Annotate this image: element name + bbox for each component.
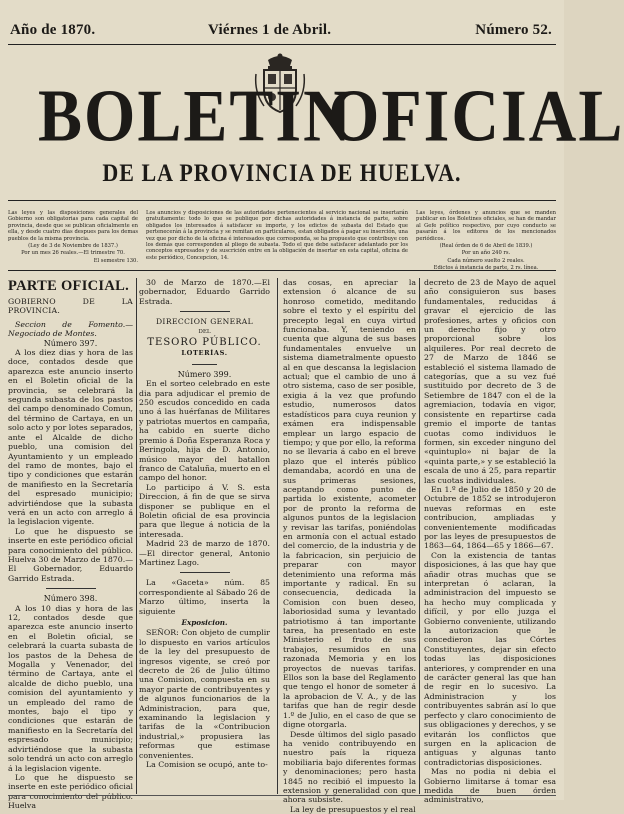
paragraph: La Comision se ocupó, ante to- [146, 760, 268, 770]
notice-left-law: (Ley de 3 de Noviembre de 1837.) [28, 243, 118, 250]
paragraph: decreto de 23 de Mayo de aquel año consiguieron sus bases fundamentales, reducidas á gravar el ejercicio de las profesiones, artes y oficios con un derecho fijo y otro proporcional sobre los alquileres. Por real decreto de 27 de Marzo de 1846 se estableció el sistema llamado de categorías, que a su vez fué sustituido por decreto de 3 de Setiembre de 1847 con el de la agremiacion, todavía en vigor, consistente en repartirse cada gremio el importe de tantas cuotas como individuos le formen, sin exceder ninguno del «quintuplo» ni bajar de la «quinta parte,» y se estableció la escala de uno á 25, para repartir las cuotas individuales. [424, 278, 556, 485]
column-4 [424, 278, 556, 805]
issue-date: Viérnes 1 de Abril. [208, 22, 332, 38]
notice-center-text: Los anuncios y disposiciones de las autoridades pertenecientes al servicio nacional se insertarán gratuitamente: todo lo que se publique por dichas autoridades á instancia de parte, sobre obligados los interesados á satisfacer su importe, y los edictos de subasta del Estado que pertenecerán á la provincia y se remitan en particulares, estan obligados á pagar su inserción, una vez que por dicho de la oficina é interesados que corresponda, se ha propuesto que contribuye con los demás que corresponden al pliego de subasta. Todo el que debe satisfacer adelantado por los conceptos expresados y de suscrición entre en la obligación de insertar en esta capital, oficina de este periódico, Concepcion, 14. [146, 210, 408, 261]
separator-rule [180, 572, 230, 573]
separator-rule [180, 311, 230, 312]
article-columns [8, 278, 556, 814]
notice-number: Número 397. [43, 338, 98, 348]
paragraph: das cosas, en apreciar la extension ó alcance de su honroso cometido, meditando sobre el texto y el espíritu del precepto legal en cuya virtud funcionaba. Y, teniendo en cuenta que alguna de sus bases fundamentales envuelve un sistema diametralmente opuesto al en que descansa la legislacion actual; que el cambio de uno á otro sistema, caso de ser posible, exigia á la vez que profundo estudio, numerosos datos estadísticos para cuya reunion y exámen era indispensable emplear un largo espacio de tiempo; y que por ello, la reforma no se llevaria á cabo en el breve plazo que el interés público demandaba, acordó en una de sus primeras sesiones, aceptando como punto de partida lo existente, acometer por de pronto la reforma de algunos puntos de la legislacion y revisar las tarifas, poniéndolas en armonía con el actual estado del comercio, de la industria y de la fabricacion, sin perjuicio de preparar con mayor detenimiento una reforma más importante y radical. En su consecuencia, dedicada la Comision con buen deseo, laboriosidad suma y levantado patriotismo á tan importante tarea, ha presentado en este Ministerio el fruto de sus trabajos, resumidos en una razonada Memoria y en los proyectos de nuevas tarifas. Ellos son la base del Reglamento que tengo el honor de someter á la aprobacion de V. A., y de las tarifas que han de regir desde 1.º de Julio, en el caso de que se digne otorgarla. [283, 278, 416, 730]
title-boletin: BOLETIN [38, 75, 353, 158]
section-department: Seccion de Fomento.—Negociado de Montes. [8, 319, 133, 339]
page-bottom-rule [8, 795, 556, 796]
notice-left-price-2: El semestre 130. [93, 257, 138, 264]
notice-number: Número 398. [43, 594, 98, 604]
masthead-subtitle: DE LA PROVINCIA DE HUELVA. [102, 158, 462, 187]
paragraph: Lo participo á V. S. esta Direccion, á fin de que se sirva disponer se publique en el Boletin oficial de esa provincia para que llegue á noticia de la interesada. [139, 482, 270, 539]
notice-right-price-2: Cada número suelto 2 reales. [447, 257, 525, 264]
issue-number: Número 52. [475, 22, 552, 38]
paragraph: SEÑOR: Con objeto de cumplir lo dispuesto en varios artículos de la ley del presupuesto de ingresos vigente, se creó por decreto de 26 de Julio último una Comision, compuesta en su mayor parte de contribuyentes y de algunos funcionarios de la Administracion, para que, examinando la legislacion y tarifas de la «Contribucion industrial,» propusiera las reformas que estimase convenientes. [139, 628, 270, 760]
notice-left-text: Las leyes y las disposiciones generales del Gobierno son obligatorias para cada capital de provincia, desde que se publican oficialmente en ella, y desde cuatro dias despues para los demas pueblos de la misma provincia. [8, 210, 138, 242]
notice-number: Número 399. [177, 369, 232, 379]
paragraph: Lo que he dispuesto se inserte en este periódico oficial para conocimiento del público. Huelva [8, 772, 133, 811]
paragraph: En el sorteo celebrado en este dia para adjudicar el premio de 250 escudos concedido en cada uno á las huérfanas de Militares y patriotas muertos en campaña, ha cabido en suerte dicho premio á Doña Esperanza Roca y Beringola, hija de D. Antonio, músico mayor del batallon franco de Cataluña, muerto en el campo del honor. [139, 379, 271, 483]
paragraph: La «Gaceta» núm. 85 correspondiente al Sábado 26 de Marzo último, inserta la siguiente [139, 578, 270, 616]
notice-right-price-3: Edictos á instancia de parte, 2 rs. línea. [433, 265, 539, 272]
notice-left [8, 210, 138, 264]
section-heading: PARTE OFICIAL. [8, 278, 130, 294]
paragraph: La ley de presupuestos y el real [290, 804, 416, 814]
notice-right-text: Las leyes, órdenes y anuncios que se manden publicar en los Boletines oficiales, se han de mandar al Gefe político respectivo, por cuyo conducto se pasarán á los editores de los mencionados periódicos. [416, 210, 556, 242]
column-1 [8, 278, 133, 811]
notices-band [8, 210, 556, 272]
issue-year: Año de 1870. [10, 22, 96, 38]
notice-right-law: (Real órden de 6 de Abril de 1839.) [439, 243, 533, 250]
masthead-rule [8, 200, 556, 201]
column-3 [283, 278, 416, 814]
paragraph: A los 10 dias y hora de las 12, contados desde que aparezca este anuncio inserto en el Boletin oficial, se celebrará la cuarta subasta de los pastos de la Dehesa de Mogalla y Venenador, del término de Cartaya, ante el alcalde de dicho pueblo, una comision del ayuntamiento y un empleado del ramo de montes, bajo el tipo y condiciones que estarán de manifiesto en la Secretaría del espresado municipio; advirtiéndose que la subasta solo tendrá un acto con arreglo á la legislacion vigente. [8, 603, 133, 773]
paragraph: Madrid 23 de marzo de 1870.—El director general, Antonio Martinez Lago. [139, 539, 270, 567]
separator-rule [46, 588, 96, 589]
paragraph: Lo que he dispuesto se inserte en este periódico oficial para conocimiento del público. Huelva 30 de Marzo de 1870.—El Gobernador, Eduardo Garrido Estrada. [8, 526, 133, 583]
heading-exposicion: Exposicion. [181, 618, 228, 627]
paragraph: Mas no podia ni debia el Gobierno limitarse á tomar esa medida de buen órden administrativo, [424, 767, 556, 805]
heading-del: DEL [198, 328, 211, 335]
heading-tesoro: TESORO PÚBLICO. [147, 337, 262, 349]
notice-right-price-1: Por un año 240 rs. [461, 250, 511, 257]
heading-loterias: LOTERÍAS. [181, 349, 228, 358]
paragraph: A los diez dias y hora de las doce, contados desde que aparezca este anuncio inserto en el Boletin oficial de la provincia, se celebrará la segunda subasta de los pastos del campo denominado Comun, del término de Cartaya, en un solo acto y por lotes separados, ante el Alcalde de dicho pueblo, una comision del Ayuntamiento y un empleado del ramo de montes, bajo el tipo y condiciones que estarán de manifiesto en la Secretaría del espresado municipio; advirtiéndose que la subasta verá en un acto con arreglo á la legislacion vigente. [8, 348, 133, 527]
paragraph: En 1.º de Julio de 1850 y 20 de Octubre de 1852 se introdujeron nuevas reformas en este contribucion, ampliadas y convenientemente modificadas por las leyes de presupuestos de 1863—64, 1864—65 y 1866—67. [424, 484, 556, 551]
title-oficial: OFICIAL [328, 75, 624, 158]
section-subheading: GOBIERNO DE LA PROVINCIA. [8, 297, 133, 316]
paragraph: 30 de Marzo de 1870.—El gobernador, Eduardo Garrido Estrada. [139, 278, 270, 306]
notice-center [146, 210, 408, 261]
paragraph: Con la existencia de tantas disposiciones, á las que hay que añadir otras muchas que se interpretan ó aclaran, la administracion del impuesto se ha hecho muy complicada y difícil, y por ello juzga el Gobierno conveniente, utilizando la autorizacion que le concedieron las Córtes Constituyentes, dejar sin efecto todas las disposiciones anteriores, y comprender en una de carácter general las que han de regir en lo sucesivo. La Administracion y los contribuyentes sabrán así lo que perfecto y claro conocimiento de sus obligaciones y derechos, y se evitarán los conflictos que surgen en la aplicacion de antiguas y algunas tanto contradictorias disposiciones. [424, 550, 556, 767]
heading-direccion: DIRECCION GENERAL [155, 317, 254, 327]
separator-rule [192, 364, 217, 365]
column-2 [139, 278, 270, 794]
masthead-dateline [8, 22, 556, 45]
notice-right [416, 210, 556, 272]
paragraph: Desde últimos del siglo pasado ha venido contribuyendo en nuestro país la riqueza mobiliaria bajo diferentes formas y denominaciones; pero hasta 1845 no recibió el impuesto la extension y generalidad con que ahora subsiste. [283, 729, 416, 805]
notices-rule [8, 270, 556, 271]
notice-left-price-1: Por un mes 26 reales.—El trimestre 70. [21, 250, 125, 257]
masthead-title [8, 75, 624, 158]
